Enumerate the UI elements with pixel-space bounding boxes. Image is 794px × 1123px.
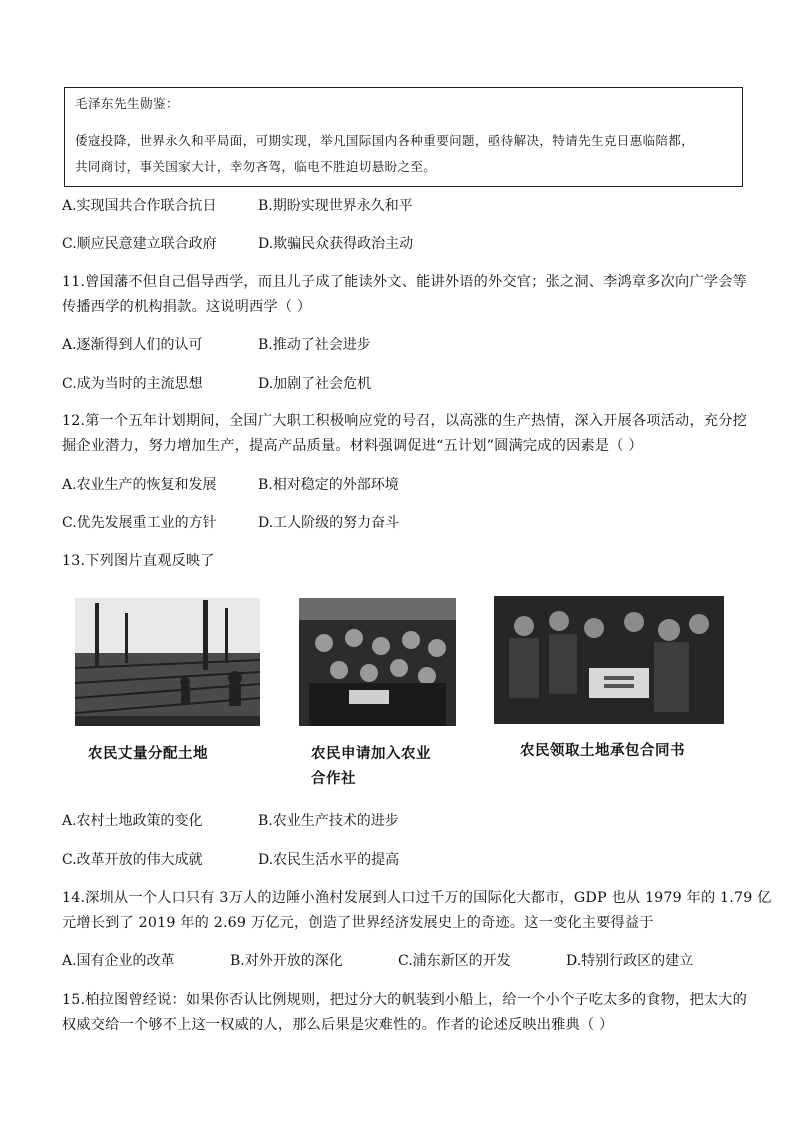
photo-land-measuring bbox=[75, 598, 260, 726]
q10-option-c: C.顺应民意建立联合政府 bbox=[62, 236, 217, 252]
q14-option-d: D.特别行政区的建立 bbox=[566, 953, 694, 969]
caption-photo-2-line-1: 农民申请加入农业 bbox=[311, 746, 431, 762]
q10-option-a: A.实现国共合作联合抗日 bbox=[62, 198, 217, 214]
caption-photo-2-line-2: 合作社 bbox=[311, 771, 356, 787]
q12-option-a: A.农业生产的恢复和发展 bbox=[62, 477, 217, 493]
quote-title: 毛泽东先生勋鉴： bbox=[75, 96, 180, 111]
q11-option-a: A.逐渐得到人们的认可 bbox=[62, 337, 203, 353]
q14-option-a: A.国有企业的改革 bbox=[62, 953, 175, 969]
q12-stem-line-2: 掘企业潜力，努力增加生产，提高产品质量。材料强调促进“五计划”圆满完成的因素是（ ） bbox=[62, 438, 643, 454]
quote-line-2: 共同商讨，事关国家大计，幸勿吝驾，临电不胜迫切悬盼之至。 bbox=[75, 159, 437, 174]
q12-option-d: D.工人阶级的努力奋斗 bbox=[258, 515, 400, 531]
q13-option-b: B.农业生产技术的进步 bbox=[258, 813, 399, 829]
quote-box bbox=[64, 87, 743, 187]
q12-option-c: C.优先发展重工业的方针 bbox=[62, 515, 217, 531]
q15-stem-line-2: 权威交给一个够不上这一权威的人，那么后果是灾难性的。作者的论述反映出雅典（ ） bbox=[62, 1017, 614, 1033]
photo-land-contract bbox=[494, 596, 724, 724]
q14-option-b: B.对外开放的深化 bbox=[230, 953, 343, 969]
q11-stem-line-1: 11.曾国藩不但自己倡导西学，而且儿子成了能读外文、能讲外语的外交官；张之洞、李鸿章多次向广学会等 bbox=[62, 274, 747, 290]
caption-photo-3: 农民领取土地承包合同书 bbox=[520, 743, 685, 759]
q11-option-b: B.推动了社会进步 bbox=[258, 337, 371, 353]
q11-option-d: D.加剧了社会危机 bbox=[258, 376, 372, 392]
q11-stem-line-2: 传播西学的机构捐款。这说明西学（ ） bbox=[62, 299, 312, 315]
q10-option-b: B.期盼实现世界永久和平 bbox=[258, 198, 413, 214]
q12-option-b: B.相对稳定的外部环境 bbox=[258, 477, 399, 493]
q13-option-a: A.农村土地政策的变化 bbox=[62, 813, 203, 829]
q14-stem-line-1: 14.深圳从一个人口只有 3万人的边陲小渔村发展到人口过千万的国际化大都市，GDP 也从 1979 年的 1.79 亿 bbox=[62, 890, 772, 906]
q12-stem-line-1: 12.第一个五年计划期间，全国广大职工积极响应党的号召，以高涨的生产热情，深入开展各项活动，充分挖 bbox=[62, 413, 747, 429]
caption-photo-1: 农民丈量分配土地 bbox=[88, 746, 208, 762]
q13-stem: 13.下列图片直观反映了 bbox=[62, 553, 215, 569]
q14-option-c: C.浦东新区的开发 bbox=[398, 953, 511, 969]
q11-option-c: C.成为当时的主流思想 bbox=[62, 376, 203, 392]
photo-joining-cooperative bbox=[299, 598, 456, 726]
quote-line-1: 倭寇投降，世界永久和平局面，可期实现，举凡国际国内各种重要问题，亟待解决，特请先生克日惠临陪都， bbox=[75, 133, 695, 148]
q15-stem-line-1: 15.柏拉图曾经说：如果你否认比例规则，把过分大的帆装到小船上，给一个小个子吃太多的食物，把太大的 bbox=[62, 992, 747, 1008]
q13-option-c: C.改革开放的伟大成就 bbox=[62, 852, 203, 868]
q14-stem-line-2: 元增长到了 2019 年的 2.69 万亿元，创造了世界经济发展史上的奇迹。这一变化主要得益于 bbox=[62, 915, 654, 931]
q10-option-d: D.欺骗民众获得政治主动 bbox=[258, 236, 414, 252]
q13-option-d: D.农民生活水平的提高 bbox=[258, 852, 400, 868]
